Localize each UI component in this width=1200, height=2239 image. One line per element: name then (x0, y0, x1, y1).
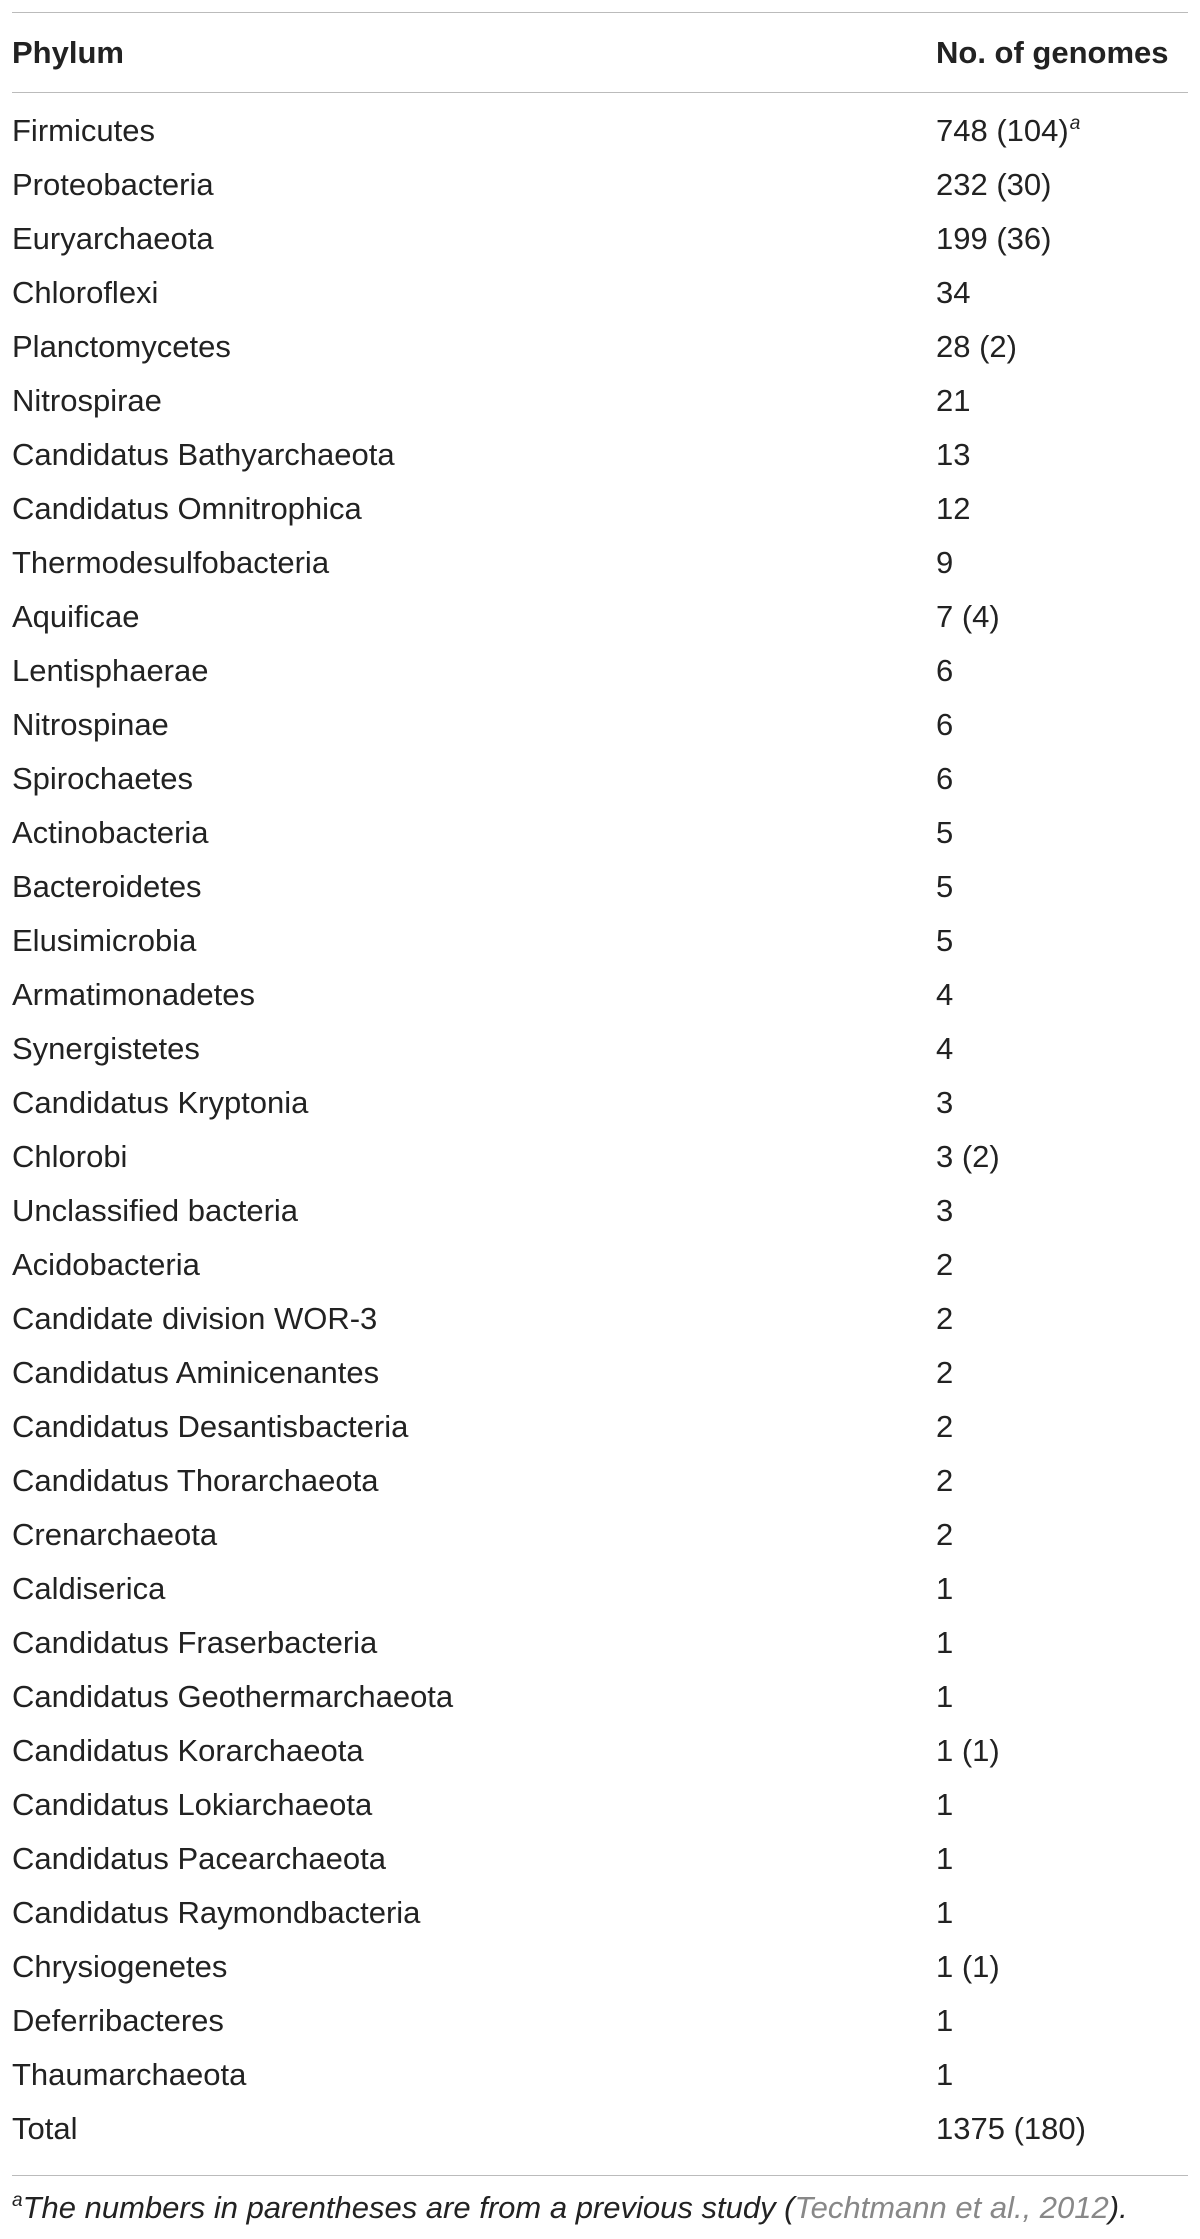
phylum-cell: Proteobacteria (12, 167, 214, 202)
genome-count-value: 6 (936, 653, 954, 688)
genome-count-cell (936, 1454, 953, 1508)
table-row (12, 1562, 1188, 1616)
footnote-mark: a (12, 2190, 23, 2211)
table-row (12, 428, 1188, 482)
phylum-cell: Candidatus Raymondbacteria (12, 1895, 421, 1930)
genome-count-value: 1375 (180) (936, 2111, 1086, 2146)
phylum-cell: Firmicutes (12, 113, 155, 148)
genome-count-value: 13 (936, 437, 971, 472)
phylum-cell: Thermodesulfobacteria (12, 545, 330, 580)
phylum-cell: Candidatus Lokiarchaeota (12, 1787, 373, 1822)
genome-count-value: 1 (936, 1679, 954, 1714)
genome-count-cell (936, 1562, 953, 1616)
genome-count-value: 2 (936, 1247, 954, 1282)
phylum-cell: Caldiserica (12, 1571, 166, 1606)
phylum-cell: Candidatus Omnitrophica (12, 491, 362, 526)
genome-count-value: 232 (30) (936, 167, 1052, 202)
genome-count-value: 3 (936, 1193, 954, 1228)
table-row (12, 1130, 1188, 1184)
genome-count-value: 1 (936, 1841, 954, 1876)
footnote-closing: ). (1108, 2190, 1128, 2225)
table-row (12, 644, 1188, 698)
genome-count-cell (936, 1940, 1000, 1994)
genome-count-cell (936, 320, 1017, 374)
genome-count-value: 1 (936, 2003, 954, 2038)
phylum-cell: Actinobacteria (12, 815, 209, 850)
phylum-cell: Spirochaetes (12, 761, 193, 796)
phylum-cell: Candidatus Kryptonia (12, 1085, 309, 1120)
genome-count-value: 2 (936, 1463, 954, 1498)
table-row (12, 590, 1188, 644)
phylum-cell: Candidatus Bathyarchaeota (12, 437, 395, 472)
phylum-cell: Aquificae (12, 599, 140, 634)
genome-count-value: 1 (936, 1625, 954, 1660)
phylum-cell: Planctomycetes (12, 329, 231, 364)
table-row (12, 1076, 1188, 1130)
table-row (12, 158, 1188, 212)
table-row (12, 806, 1188, 860)
table-row (12, 2102, 1188, 2156)
table-row (12, 1184, 1188, 1238)
genome-count-cell (936, 1670, 953, 1724)
phylum-cell: Lentisphaerae (12, 653, 209, 688)
genome-count-cell (936, 104, 1080, 158)
table-body (12, 104, 1188, 2156)
phylum-cell: Euryarchaeota (12, 221, 214, 256)
table-bottom-rule (12, 2175, 1188, 2176)
table-row (12, 1400, 1188, 1454)
genome-count-value: 4 (936, 977, 954, 1012)
table-row (12, 1832, 1188, 1886)
table-row (12, 914, 1188, 968)
genome-count-cell (936, 2048, 953, 2102)
genome-count-cell (936, 536, 953, 590)
table-row (12, 482, 1188, 536)
table-row (12, 860, 1188, 914)
phylum-cell: Candidatus Pacearchaeota (12, 1841, 386, 1876)
footnote-reference-mark: a (1069, 113, 1081, 134)
genome-count-value: 1 (936, 1571, 954, 1606)
genome-count-cell (936, 1616, 953, 1670)
genome-count-value: 4 (936, 1031, 954, 1066)
phylum-cell: Unclassified bacteria (12, 1193, 299, 1228)
table-row (12, 1886, 1188, 1940)
genome-count-cell (936, 1724, 1000, 1778)
genome-count-value: 1 (936, 2057, 954, 2092)
genome-count-value: 748 (104) (936, 113, 1069, 148)
genome-count-value: 2 (936, 1355, 954, 1390)
table-top-rule (12, 12, 1188, 13)
genome-count-cell (936, 698, 953, 752)
genome-count-cell (936, 752, 953, 806)
table-row (12, 1670, 1188, 1724)
table-row (12, 752, 1188, 806)
genome-count-cell (936, 428, 970, 482)
table-row (12, 212, 1188, 266)
table-row (12, 968, 1188, 1022)
table-row (12, 374, 1188, 428)
table-row (12, 1724, 1188, 1778)
genome-count-cell (936, 968, 953, 1022)
phylum-cell: Candidatus Fraserbacteria (12, 1625, 378, 1660)
genome-count-cell (936, 158, 1051, 212)
phylum-cell: Armatimonadetes (12, 977, 255, 1012)
table-row (12, 1346, 1188, 1400)
footnote-citation-link[interactable]: Techtmann et al., 2012 (794, 2190, 1109, 2225)
genome-count-cell (936, 1400, 953, 1454)
phylum-cell: Chrysiogenetes (12, 1949, 228, 1984)
genome-count-value: 1 (936, 1787, 954, 1822)
genome-count-value: 6 (936, 761, 954, 796)
phylum-cell: Nitrospinae (12, 707, 169, 742)
table-row (12, 1778, 1188, 1832)
genome-count-value: 12 (936, 491, 971, 526)
genome-count-value: 7 (4) (936, 599, 1000, 634)
genome-count-value: 21 (936, 383, 971, 418)
genome-count-cell (936, 1994, 953, 2048)
table-row (12, 2048, 1188, 2102)
genome-count-value: 6 (936, 707, 954, 742)
table-row (12, 1940, 1188, 1994)
phylum-cell: Deferribacteres (12, 2003, 224, 2038)
phylum-cell: Thaumarchaeota (12, 2057, 247, 2092)
table-row (12, 1994, 1188, 2048)
phylum-cell: Bacteroidetes (12, 869, 202, 904)
phylum-cell: Synergistetes (12, 1031, 200, 1066)
genome-count-cell (936, 806, 953, 860)
phylum-cell: Candidatus Thorarchaeota (12, 1463, 379, 1498)
phylum-cell: Candidatus Desantisbacteria (12, 1409, 409, 1444)
phylum-cell: Candidate division WOR-3 (12, 1301, 378, 1336)
table-row (12, 1292, 1188, 1346)
genome-count-cell (936, 590, 1000, 644)
genome-count-cell (936, 1130, 1000, 1184)
genome-count-cell (936, 1508, 953, 1562)
phylum-cell: Crenarchaeota (12, 1517, 218, 1552)
genome-count-cell (936, 860, 953, 914)
genome-count-cell (936, 1886, 953, 1940)
table-row (12, 1454, 1188, 1508)
genome-count-value: 5 (936, 869, 954, 904)
footnote-text: The numbers in parentheses are from a previous study ( (22, 2190, 795, 2225)
genome-count-value: 5 (936, 815, 954, 850)
phylum-cell: Nitrospirae (12, 383, 162, 418)
genome-count-value: 2 (936, 1301, 954, 1336)
genome-count-value: 1 (936, 1895, 954, 1930)
table-footnote (12, 2184, 1188, 2232)
genome-count-cell (936, 266, 970, 320)
phylum-cell: Acidobacteria (12, 1247, 200, 1282)
genome-count-value: 3 (2) (936, 1139, 1000, 1174)
table-row (12, 104, 1188, 158)
genome-count-value: 9 (936, 545, 954, 580)
genome-count-cell (936, 374, 970, 428)
genome-count-cell (936, 1076, 953, 1130)
phylum-cell: Chlorobi (12, 1139, 128, 1174)
genome-count-value: 1 (1) (936, 1733, 1000, 1768)
genome-count-value: 34 (936, 275, 971, 310)
genome-count-cell (936, 644, 953, 698)
phylum-cell: Total (12, 2111, 78, 2146)
table-row (12, 1022, 1188, 1076)
header-phylum: Phylum (12, 35, 124, 70)
genome-count-cell (936, 2102, 1086, 2156)
table-row (12, 1508, 1188, 1562)
genome-count-cell (936, 1184, 953, 1238)
table-row (12, 1616, 1188, 1670)
table-row (12, 1238, 1188, 1292)
genome-count-value: 2 (936, 1517, 954, 1552)
genome-count-value: 5 (936, 923, 954, 958)
genome-count-value: 1 (1) (936, 1949, 1000, 1984)
table-row (12, 266, 1188, 320)
genome-count-cell (936, 1238, 953, 1292)
genome-count-cell (936, 1832, 953, 1886)
phylum-cell: Elusimicrobia (12, 923, 197, 958)
genome-count-cell (936, 1022, 953, 1076)
table-row (12, 698, 1188, 752)
phylum-cell: Candidatus Geothermarchaeota (12, 1679, 454, 1714)
genome-count-cell (936, 1346, 953, 1400)
genome-count-cell (936, 212, 1051, 266)
phylum-cell: Candidatus Aminicenantes (12, 1355, 380, 1390)
table-row (12, 536, 1188, 590)
genome-count-cell (936, 914, 953, 968)
header-genome-count: No. of genomes (936, 35, 1169, 70)
phylum-cell: Chloroflexi (12, 275, 159, 310)
phylum-cell: Candidatus Korarchaeota (12, 1733, 364, 1768)
genome-count-cell (936, 482, 970, 536)
genome-count-cell (936, 1778, 953, 1832)
table-header-rule (12, 92, 1188, 93)
genome-count-value: 3 (936, 1085, 954, 1120)
genome-count-cell (936, 1292, 953, 1346)
genome-count-value: 2 (936, 1409, 954, 1444)
genome-count-value: 199 (36) (936, 221, 1052, 256)
table-row (12, 320, 1188, 374)
genome-count-value: 28 (2) (936, 329, 1017, 364)
table-header-row (12, 26, 1188, 80)
